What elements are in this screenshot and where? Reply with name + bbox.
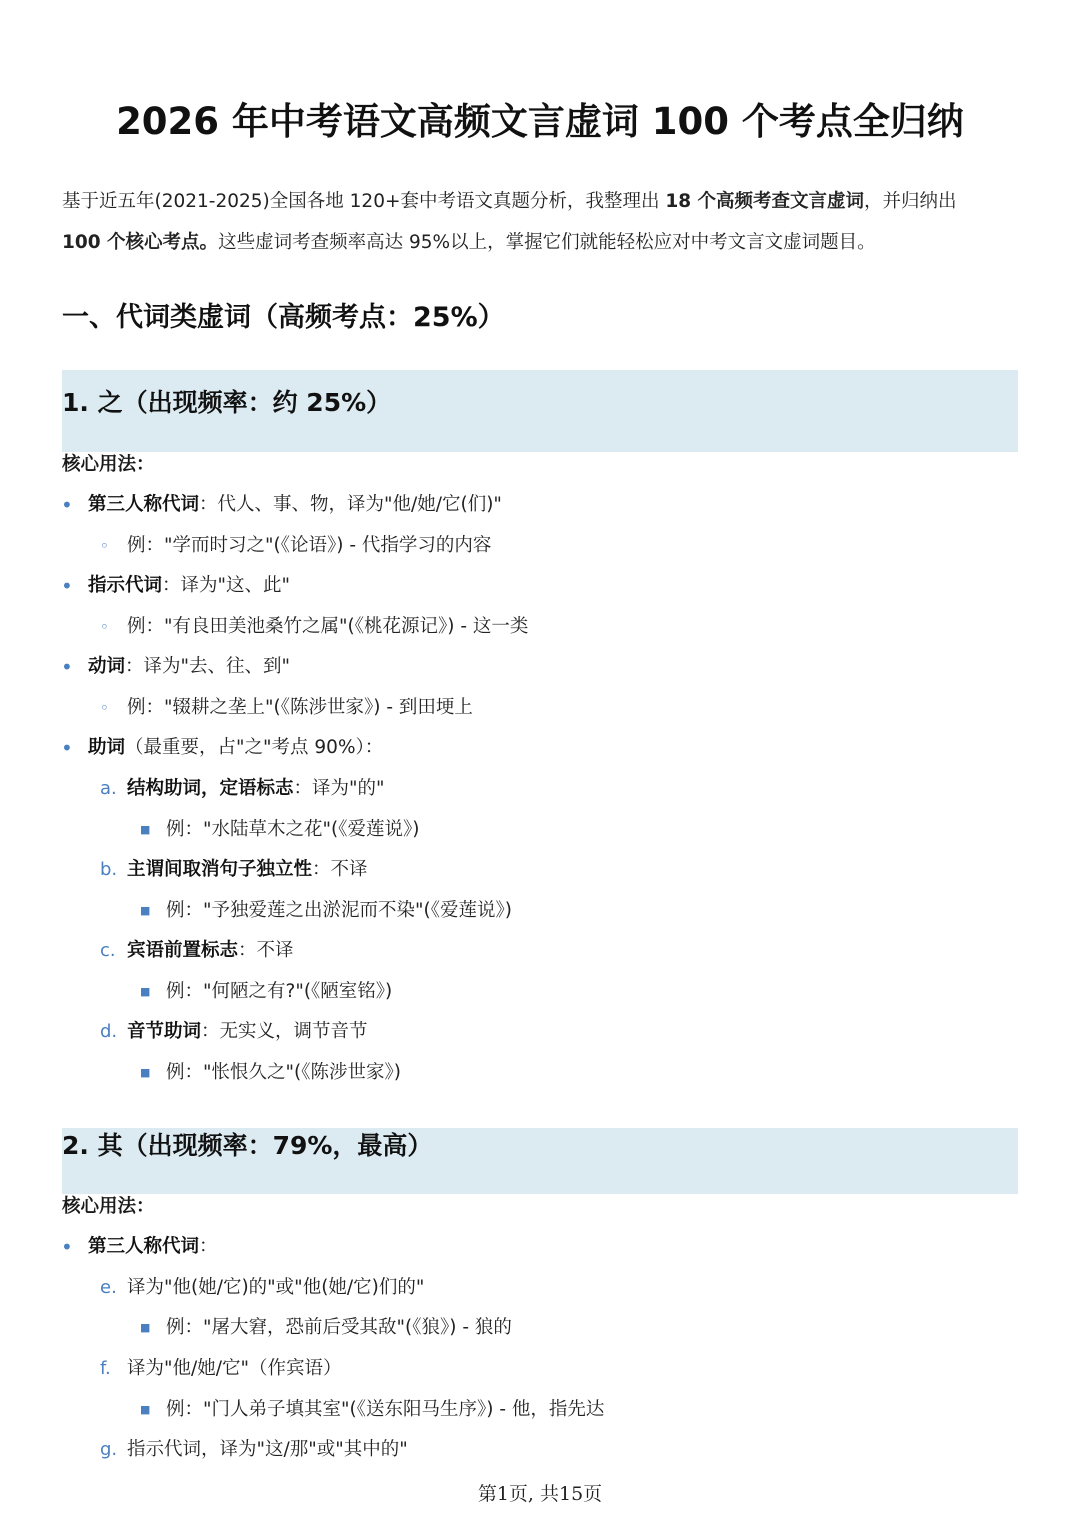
example-item: 例："何陋之有?"(《陋室铭》) <box>166 981 393 1002</box>
subheading-qi: 2. 其（出现频率：79%，最高） <box>62 1131 433 1160</box>
term: 主谓间取消句子独立性 <box>127 859 313 880</box>
definition: ：译为"的" <box>293 778 385 799</box>
bullet-dot-icon: • <box>61 574 73 598</box>
example-item: 例："学而时习之"(《论语》) - 代指学习的内容 <box>127 535 492 556</box>
example-item: 例："门人弟子填其室"(《送东阳马生序》) - 他，指先达 <box>166 1399 605 1420</box>
list-marker: f. <box>100 1358 111 1379</box>
example-item: 例："怅恨久之"(《陈涉世家》) <box>166 1062 401 1083</box>
definition: ：不译 <box>312 859 368 880</box>
intro-line-2 <box>62 223 876 263</box>
subheading-zhi-box <box>62 370 1018 452</box>
list-item <box>88 1227 218 1267</box>
page-title: 2026 年中考语文高频文言虚词 100 个考点全归纳 <box>116 100 964 143</box>
intro-emphasis: 18 个高频考查文言虚词 <box>665 191 865 212</box>
intro-emphasis: 100 个核心考点。 <box>62 232 219 253</box>
example-item: 例："予独爱莲之出淤泥而不染"(《爱莲说》) <box>166 900 512 921</box>
bullet-circle-icon: ◦ <box>100 618 109 636</box>
list-item <box>88 647 290 687</box>
bullet-square-icon: ■ <box>140 985 151 998</box>
subheading-zhi: 1. 之（出现频率：约 25%） <box>62 388 392 417</box>
bullet-square-icon: ■ <box>140 1066 151 1079</box>
list-marker: d. <box>100 1021 118 1042</box>
list-marker: c. <box>100 940 116 961</box>
page-footer: 第1页, 共15页 <box>477 1483 603 1505</box>
bullet-dot-icon: • <box>61 736 73 760</box>
definition: （最重要，占"之"考点 90%）： <box>125 737 384 758</box>
list-item <box>88 566 290 606</box>
intro-text: 这些虚词考查频率高达 95%以上，掌握它们就能轻松应对中考文言文虚词题目。 <box>218 232 876 253</box>
bullet-square-icon: ■ <box>140 1321 151 1334</box>
sub-item: 指示代词，译为"这/那"或"其中的" <box>127 1439 408 1460</box>
core-usage-label: 核心用法： <box>62 454 155 475</box>
intro-text: ，并归纳出 <box>864 191 957 212</box>
core-usage-label: 核心用法： <box>62 1196 155 1217</box>
sub-item <box>127 1012 368 1052</box>
bullet-circle-icon: ◦ <box>100 537 109 555</box>
definition: ：译为"这、此" <box>162 575 291 596</box>
list-marker: a. <box>100 778 117 799</box>
term: 第三人称代词 <box>88 494 200 515</box>
intro-text: 基于近五年(2021-2025)全国各地 120+套中考语文真题分析，我整理出 <box>62 191 666 212</box>
sub-item <box>127 850 368 890</box>
term: 结构助词，定语标志 <box>127 778 294 799</box>
example-item: 例："有良田美池桑竹之属"(《桃花源记》) - 这一类 <box>127 616 529 637</box>
bullet-dot-icon: • <box>61 655 73 679</box>
term: 第三人称代词 <box>88 1236 200 1257</box>
definition: ：代人、事、物，译为"他/她/它(们)" <box>199 494 502 515</box>
section-heading-pronoun-particles: 一、代词类虚词（高频考点：25%） <box>62 302 505 333</box>
sub-item <box>127 931 294 971</box>
term: 助词 <box>88 737 126 758</box>
sub-item <box>127 769 385 809</box>
bullet-dot-icon: • <box>61 1235 73 1259</box>
list-item <box>88 485 502 525</box>
term: 宾语前置标志 <box>127 940 239 961</box>
list-marker: g. <box>100 1439 118 1460</box>
sub-item: 译为"他(她/它)的"或"他(她/它)们的" <box>127 1277 425 1298</box>
bullet-dot-icon: • <box>61 493 73 517</box>
example-item: 例："屠大窘，恐前后受其敌"(《狼》) - 狼的 <box>166 1317 512 1338</box>
sub-item: 译为"他/她/它"（作宾语） <box>127 1358 342 1379</box>
definition: ：不译 <box>238 940 294 961</box>
subheading-qi-box <box>62 1128 1018 1194</box>
example-item: 例："水陆草木之花"(《爱莲说》) <box>166 819 420 840</box>
list-item <box>88 728 383 768</box>
bullet-square-icon: ■ <box>140 823 151 836</box>
example-item: 例："辍耕之垄上"(《陈涉世家》) - 到田埂上 <box>127 697 473 718</box>
term: 指示代词 <box>88 575 163 596</box>
bullet-square-icon: ■ <box>140 1403 151 1416</box>
bullet-square-icon: ■ <box>140 904 151 917</box>
definition: ： <box>199 1236 218 1257</box>
list-marker: b. <box>100 859 118 880</box>
list-marker: e. <box>100 1277 117 1298</box>
term: 音节助词 <box>127 1021 202 1042</box>
term: 动词 <box>88 656 126 677</box>
intro-line-1 <box>62 182 957 222</box>
definition: ：无实义，调节音节 <box>201 1021 368 1042</box>
bullet-circle-icon: ◦ <box>100 699 109 717</box>
definition: ：译为"去、往、到" <box>125 656 291 677</box>
